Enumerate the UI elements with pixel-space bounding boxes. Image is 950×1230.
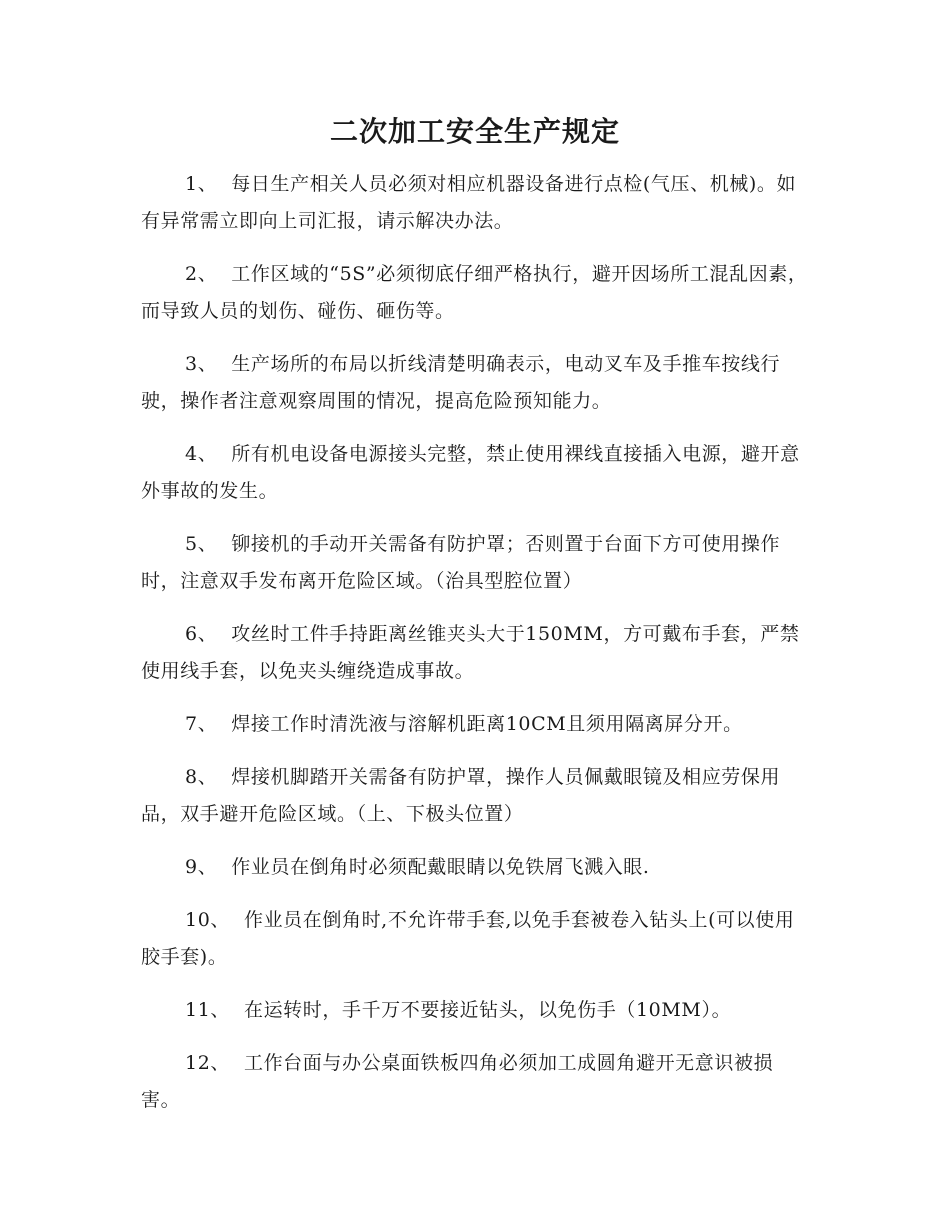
rule-text: 工作台面与办公桌面铁板四角必须加工成圆角避开无意识被损害。: [141, 1052, 774, 1111]
rule-text: 焊接工作时清洗液与溶解机距离10CM且须用隔离屏分开。: [231, 713, 743, 735]
rule-text: 在运转时，手千万不要接近钻头，以免伤手（10MM）。: [243, 999, 732, 1021]
rule-item: [141, 616, 811, 690]
rule-item: [141, 436, 811, 510]
document-title: 二次加工安全生产规定: [329, 115, 620, 148]
rule-item: [141, 346, 811, 420]
rule-number: 11、: [185, 999, 230, 1021]
rule-number: 8、: [185, 766, 218, 788]
rule-number: 9、: [185, 856, 218, 878]
rule-text: 作业员在倒角时,不允许带手套,以免手套被卷入钻头上(可以使用胶手套)。: [141, 909, 795, 968]
rule-text: 每日生产相关人员必须对相应机器设备进行点检(气压、机械)。如有异常需立即向上司汇报，请示解决办法。: [141, 173, 797, 232]
rule-item: [141, 849, 811, 886]
rule-number: 12、: [185, 1052, 230, 1074]
rule-text: 作业员在倒角时必须配戴眼睛以免铁屑飞溅入眼.: [231, 856, 650, 878]
rule-number: 1、: [185, 173, 218, 195]
rule-number: 7、: [185, 713, 218, 735]
rule-number: 10、: [185, 909, 230, 931]
rule-number: 3、: [185, 353, 218, 375]
rule-number: 6、: [185, 623, 218, 645]
rule-text: 工作区域的“5S”必须彻底仔细严格执行，避开因场所工混乱因素，而导致人员的划伤、碰伤、砸伤等。: [141, 263, 808, 322]
rule-number: 5、: [185, 533, 218, 555]
rule-text: 所有机电设备电源接头完整，禁止使用裸线直接插入电源，避开意外事故的发生。: [141, 443, 800, 502]
rule-text: 铆接机的手动开关需备有防护罩；否则置于台面下方可使用操作时，注意双手发布离开危险区域。（治具型腔位置）: [141, 533, 781, 592]
rule-item: [141, 166, 811, 240]
rule-item: [141, 992, 811, 1029]
rule-text: 生产场所的布局以折线清楚明确表示，电动叉车及手推车按线行驶，操作者注意观察周围的情况，提高危险预知能力。: [141, 353, 781, 412]
rule-item: [141, 759, 811, 833]
rule-text: 攻丝时工件手持距离丝锥夹头大于150MM，方可戴布手套，严禁使用线手套，以免夹头缠绕造成事故。: [141, 623, 800, 682]
rule-number: 2、: [185, 263, 218, 285]
rule-item: [141, 706, 811, 743]
rule-item: [141, 902, 811, 976]
rules-list: [141, 166, 811, 1135]
rule-number: 4、: [185, 443, 218, 465]
rule-item: [141, 256, 811, 330]
rule-item: [141, 1045, 811, 1119]
rule-item: [141, 526, 811, 600]
rule-text: 焊接机脚踏开关需备有防护罩，操作人员佩戴眼镜及相应劳保用品，双手避开危险区域。（上、下极头位置）: [141, 766, 781, 825]
